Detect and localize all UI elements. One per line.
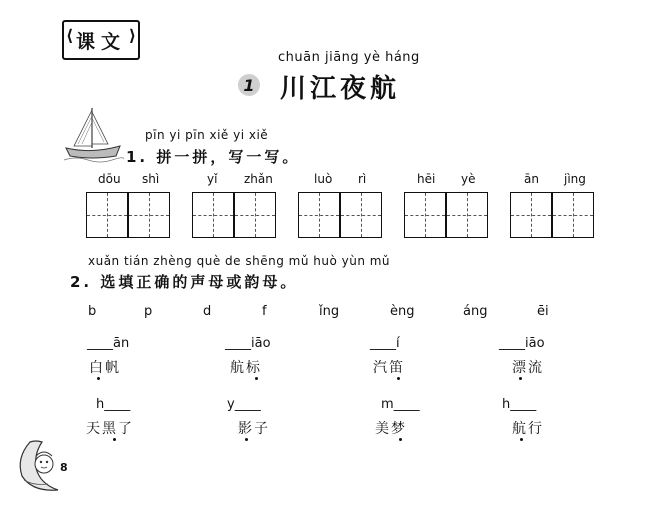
fill-blank[interactable]: h____ [96,397,131,412]
option-item: áng [463,304,488,319]
option-item: èng [390,304,415,319]
tag-right-bracket-icon: ⟩ [128,26,136,45]
grid-pinyin: yè [461,172,476,186]
tag-left-bracket-icon: ⟨ [66,26,74,45]
emphasis-dot [97,377,100,380]
grid-pinyin: jìng [564,172,586,186]
grid-pinyin: shì [142,172,160,186]
grid-pinyin: luò [314,172,333,186]
writing-cell[interactable] [298,192,340,238]
word: 航标 [230,360,262,376]
q1-text: 1. 拼一拼，写一写。 [126,148,301,166]
word: 航行 [512,421,544,437]
option-item: f [262,304,267,319]
option-item: ǐng [319,304,340,319]
word: 汽笛 [373,360,405,376]
writing-cell[interactable] [234,192,276,238]
fill-blank[interactable]: ____í [370,336,400,351]
section-tag [62,20,140,60]
emphasis-dot [520,438,523,441]
grid-pinyin: zhǎn [244,172,273,186]
option-item: ēi [537,304,549,319]
grid-pinyin: hēi [417,172,436,186]
writing-cell[interactable] [340,192,382,238]
emphasis-dot [245,438,248,441]
writing-cell[interactable] [404,192,446,238]
emphasis-dot [519,377,522,380]
writing-cell[interactable] [192,192,234,238]
word: 影子 [238,421,270,437]
writing-cell[interactable] [552,192,594,238]
grid-pinyin: ān [524,172,539,186]
q2-pinyin: xuǎn tián zhèng què de shēng mǔ huò yùn mǔ [88,254,391,268]
fill-blank[interactable]: y____ [227,397,261,412]
word: 美梦 [375,421,407,437]
fill-blank[interactable]: m____ [381,397,420,412]
writing-cell[interactable] [446,192,488,238]
fill-blank[interactable]: h____ [502,397,537,412]
fill-blank[interactable]: ____iāo [225,336,271,351]
page-number: 8 [60,461,68,474]
section-tag-label: 课文 [75,30,126,53]
q2-text: 2. 选填正确的声母或韵母。 [70,273,299,291]
writing-cell[interactable] [86,192,128,238]
title-pinyin: chuān jiāng yè háng [278,50,420,65]
fill-blank[interactable]: ____ān [87,336,130,351]
grid-pinyin: rì [358,172,367,186]
fill-blank[interactable]: ____iāo [499,336,545,351]
grid-pinyin: dōu [98,172,121,186]
lesson-title: 川江夜航 [280,74,401,104]
writing-cell[interactable] [510,192,552,238]
q1-pinyin: pīn yi pīn xiě yi xiě [145,128,269,142]
grid-pinyin: yǐ [207,172,218,186]
option-item: d [203,304,212,319]
word: 天黑了 [86,421,134,437]
option-item: b [88,304,97,319]
emphasis-dot [255,377,258,380]
word: 白帆 [89,360,121,376]
moon-mascot-icon [14,436,84,496]
emphasis-dot [399,438,402,441]
option-item: p [144,304,153,319]
emphasis-dot [113,438,116,441]
word: 漂流 [512,360,544,376]
writing-cell[interactable] [128,192,170,238]
sailboat-icon [62,104,124,164]
emphasis-dot [397,377,400,380]
lesson-number-badge: 1 [238,74,260,96]
